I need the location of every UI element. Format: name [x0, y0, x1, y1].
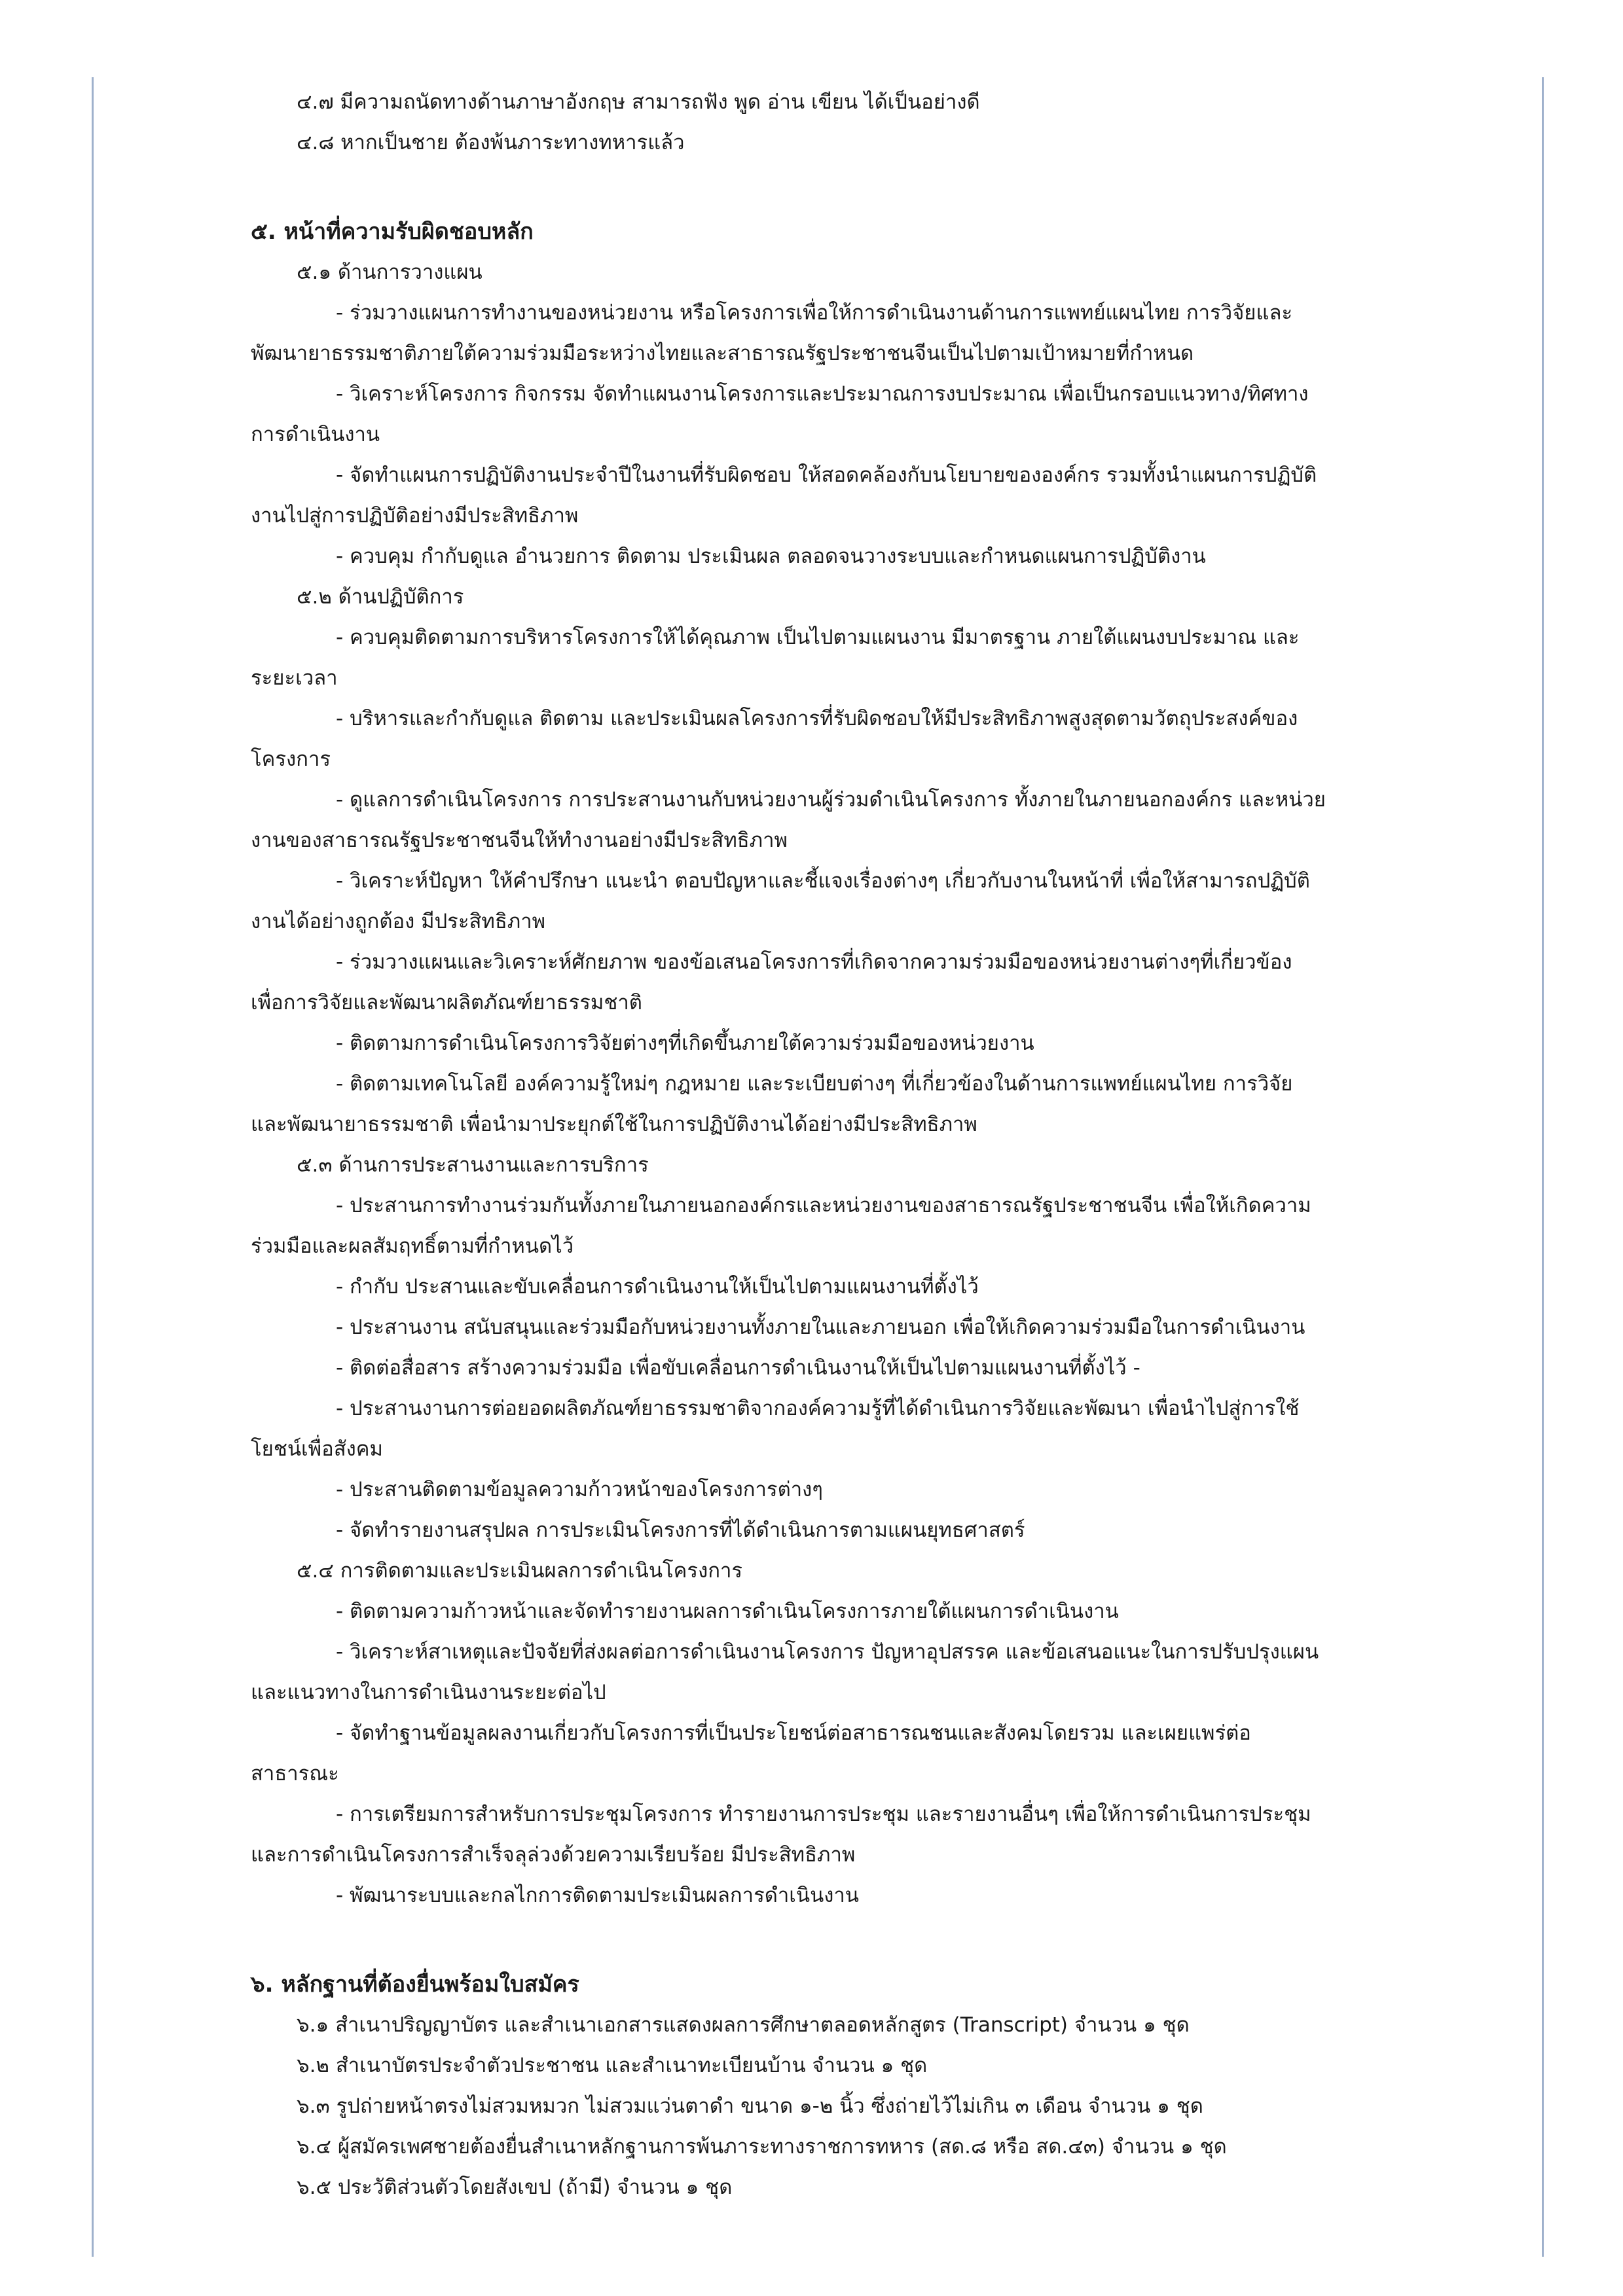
document-item: ๖.๓ รูปถ่ายหน้าตรงไม่สวมหมวก ไม่สวมแว่นตาดำ ขนาด ๑-๒ นิ้ว ซึ่งถ่ายไว้ไม่เกิน ๓ เดือน จำนวน ๑ ชุด	[297, 2094, 1203, 2118]
qualification-item: ๔.๗ มีความถนัดทางด้านภาษาอังกฤษ สามารถฟัง พูด อ่าน เขียน ได้เป็นอย่างดี	[297, 90, 980, 114]
paragraph-line: - วิเคราะห์ปัญหา ให้คำปรึกษา แนะนำ ตอบปัญหาและชี้แจงเรื่องต่างๆ เกี่ยวกับงานในหน้าที่ เพื่อให้สามารถปฏิบัติ	[336, 869, 1310, 893]
paragraph-line: การดำเนินงาน	[251, 423, 380, 446]
subsection-5-3-lines	[251, 1185, 1423, 1551]
paragraph-line: ระยะเวลา	[251, 666, 338, 690]
paragraph-line: - ควบคุมติดตามการบริหารโครงการให้ได้คุณภาพ เป็นไปตามแผนงาน มีมาตรฐาน ภายใต้แผนงบประมาณ และ	[336, 626, 1300, 649]
paragraph-line: - ติดตามความก้าวหน้าและจัดทำรายงานผลการดำเนินโครงการภายใต้แผนการดำเนินงาน	[336, 1600, 1119, 1623]
document-item: ๖.๑ สำเนาปริญญาบัตร และสำเนาเอกสารแสดงผลการศึกษาตลอดหลักสูตร (Transcript) จำนวน ๑ ชุด	[297, 2013, 1190, 2037]
paragraph-line: - จัดทำฐานข้อมูลผลงานเกี่ยวกับโครงการที่เป็นประโยชน์ต่อสาธารณชนและสังคมโดยรวม และเผยแพร่ต่อ	[336, 1721, 1251, 1745]
document-body	[251, 82, 1423, 2208]
paragraph-line: - วิเคราะห์โครงการ กิจกรรม จัดทำแผนงานโครงการและประมาณการงบประมาณ เพื่อเป็นกรอบแนวทาง/ทิศทาง	[336, 382, 1309, 406]
paragraph-line: งานของสาธารณรัฐประชาชนจีนให้ทำงานอย่างมีประสิทธิภาพ	[251, 829, 788, 852]
paragraph-line: เพื่อการวิจัยและพัฒนาผลิตภัณฑ์ยาธรรมชาติ	[251, 991, 642, 1014]
paragraph-line: - ดูแลการดำเนินโครงการ การประสานงานกับหน่วยงานผู้ร่วมดำเนินโครงการ ทั้งภายในภายนอกองค์กร และหน่วย	[336, 788, 1326, 812]
left-margin-rule	[92, 77, 94, 2257]
paragraph-line: และการดำเนินโครงการสำเร็จลุล่วงด้วยความเรียบร้อย มีประสิทธิภาพ	[251, 1843, 856, 1867]
subsection-title: ๕.๒ ด้านปฏิบัติการ	[297, 585, 464, 609]
subsection-5-1-lines	[251, 293, 1423, 577]
paragraph-line: - ติดต่อสื่อสาร สร้างความร่วมมือ เพื่อขับเคลื่อนการดำเนินงานให้เป็นไปตามแผนงานที่ตั้งไว้ -	[336, 1356, 1140, 1380]
paragraph-line: โยชน์เพื่อสังคม	[251, 1437, 383, 1461]
paragraph-line: สาธารณะ	[251, 1762, 339, 1785]
subsection-5-4-lines	[251, 1591, 1423, 1916]
qualification-item: ๔.๘ หากเป็นชาย ต้องพ้นภาระทางทหารแล้ว	[297, 131, 685, 154]
right-margin-rule	[1542, 77, 1544, 2257]
paragraph-line: - ร่วมวางแผนและวิเคราะห์ศักยภาพ ของข้อเสนอโครงการที่เกิดจากความร่วมมือของหน่วยงานต่างๆที่เกี่ยวข้อง	[336, 950, 1292, 974]
paragraph-line: - ควบคุม กำกับดูแล อำนวยการ ติดตาม ประเมินผล ตลอดจนวางระบบและกำหนดแผนการปฏิบัติงาน	[336, 545, 1206, 568]
section-5-heading: ๕. หน้าที่ความรับผิดชอบหลัก	[251, 219, 534, 245]
paragraph-line: - ประสานการทำงานร่วมกันทั้งภายในภายนอกองค์กรและหน่วยงานของสาธารณรัฐประชาชนจีน เพื่อให้เกิดความ	[336, 1194, 1311, 1217]
paragraph-line: - ร่วมวางแผนการทำงานของหน่วยงาน หรือโครงการเพื่อให้การดำเนินงานด้านการแพทย์แผนไทย การวิจัยและ	[336, 301, 1293, 325]
document-item: ๖.๒ สำเนาบัตรประจำตัวประชาชน และสำเนาทะเบียนบ้าน จำนวน ๑ ชุด	[297, 2054, 928, 2077]
document-item: ๖.๕ ประวัติส่วนตัวโดยสังเขป (ถ้ามี) จำนวน ๑ ชุด	[297, 2176, 733, 2199]
paragraph-line: - จัดทำรายงานสรุปผล การประเมินโครงการที่ได้ดำเนินการตามแผนยุทธศาสตร์	[336, 1518, 1025, 1542]
paragraph-line: - ประสานงานการต่อยอดผลิตภัณฑ์ยาธรรมชาติจากองค์ความรู้ที่ได้ดำเนินการวิจัยและพัฒนา เพื่อนำไปสู่การใช้	[336, 1397, 1300, 1420]
paragraph-line: ร่วมมือและผลสัมฤทธิ์ตามที่กำหนดไว้	[251, 1234, 574, 1258]
paragraph-line: และแนวทางในการดำเนินงานระยะต่อไป	[251, 1681, 606, 1704]
document-item: ๖.๔ ผู้สมัครเพศชายต้องยื่นสำเนาหลักฐานการพ้นภาระทางราชการทหาร (สด.๘ หรือ สด.๔๓) จำนวน ๑ ชุด	[297, 2135, 1227, 2159]
section-6-heading: ๖. หลักฐานที่ต้องยื่นพร้อมใบสมัคร	[251, 1971, 579, 1998]
paragraph-line: งานได้อย่างถูกต้อง มีประสิทธิภาพ	[251, 910, 546, 933]
subsection-title: ๕.๑ ด้านการวางแผน	[297, 260, 483, 284]
paragraph-line: - ติดตามการดำเนินโครงการวิจัยต่างๆที่เกิดขึ้นภายใต้ความร่วมมือของหน่วยงาน	[336, 1031, 1034, 1055]
paragraph-line: - จัดทำแผนการปฏิบัติงานประจำปีในงานที่รับผิดชอบ ให้สอดคล้องกับนโยบายขององค์กร รวมทั้งนำแผนการปฏิบัติ	[336, 463, 1317, 487]
paragraph-line: โครงการ	[251, 747, 331, 771]
paragraph-line: - กำกับ ประสานและขับเคลื่อนการดำเนินงานให้เป็นไปตามแผนงานที่ตั้งไว้	[336, 1275, 979, 1299]
paragraph-line: - ประสานงาน สนับสนุนและร่วมมือกับหน่วยงานทั้งภายในและภายนอก เพื่อให้เกิดความร่วมมือในการดำเนินงาน	[336, 1316, 1305, 1339]
paragraph-line: - ติดตามเทคโนโลยี องค์ความรู้ใหม่ๆ กฎหมาย และระเบียบต่างๆ ที่เกี่ยวข้องในด้านการแพทย์แผนไทย การวิจัย	[336, 1072, 1293, 1096]
subsection-title: ๕.๓ ด้านการประสานงานและการบริการ	[297, 1153, 649, 1177]
paragraph-line: พัฒนายาธรรมชาติภายใต้ความร่วมมือระหว่างไทยและสาธารณรัฐประชาชนจีนเป็นไปตามเป้าหมายที่กำหนด	[251, 342, 1194, 365]
paragraph-line: - พัฒนาระบบและกลไกการติดตามประเมินผลการดำเนินงาน	[336, 1884, 859, 1907]
paragraph-line: - ประสานติดตามข้อมูลความก้าวหน้าของโครงการต่างๆ	[336, 1478, 823, 1501]
subsection-5-2-lines	[251, 617, 1423, 1145]
paragraph-line: - วิเคราะห์สาเหตุและปัจจัยที่ส่งผลต่อการดำเนินงานโครงการ ปัญหาอุปสรรค และข้อเสนอแนะในการปรับปรุงแผน	[336, 1640, 1319, 1664]
paragraph-line: - บริหารและกำกับดูแล ติดตาม และประเมินผลโครงการที่รับผิดชอบให้มีประสิทธิภาพสูงสุดตามวัตถุประสงค์ของ	[336, 707, 1298, 730]
paragraph-line: งานไปสู่การปฏิบัติอย่างมีประสิทธิภาพ	[251, 504, 579, 528]
subsection-title: ๕.๔ การติดตามและประเมินผลการดำเนินโครงการ	[297, 1559, 743, 1583]
paragraph-line: - การเตรียมการสำหรับการประชุมโครงการ ทำรายงานการประชุม และรายงานอื่นๆ เพื่อให้การดำเนินการประชุม	[336, 1803, 1311, 1826]
paragraph-line: และพัฒนายาธรรมชาติ เพื่อนำมาประยุกต์ใช้ในการปฏิบัติงานได้อย่างมีประสิทธิภาพ	[251, 1113, 977, 1136]
